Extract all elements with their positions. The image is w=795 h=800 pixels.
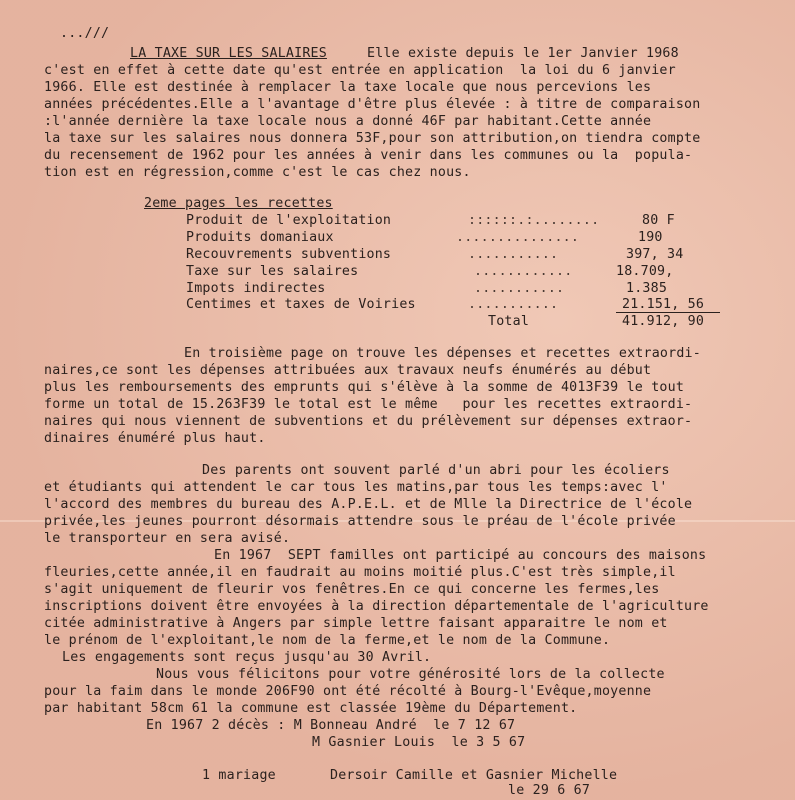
total-amount: 41.912, 90: [622, 314, 705, 329]
paragraph2-line: En troisième page on trouve les dépenses et recettes extraordi-: [184, 346, 701, 361]
paragraph2-line: dinaires énuméré plus haut.: [44, 431, 266, 446]
section-title: LA TAXE SUR LES SALAIRES: [130, 46, 327, 61]
recettes-row: [186, 213, 726, 229]
mariage-date: le 29 6 67: [508, 783, 591, 798]
deces-line: En 1967 2 décès : M Bonneau André le 7 12 67: [146, 718, 516, 733]
recettes-label: Impots indirectes: [186, 281, 326, 296]
paragraph3-line: l'accord des membres du bureau des A.P.E.L. et de Mlle la Directrice de l'école: [44, 497, 693, 512]
recettes-row: [186, 247, 726, 263]
paragraph4-line: Les engagements sont reçus jusqu'au 30 Avril.: [62, 650, 432, 665]
paragraph2-line: plus les remboursements des emprunts qui s'élève à la somme de 4013F39 le tout: [44, 380, 685, 395]
paragraph2-line: naires qui nous viennent de subventions et du prélèvement sur dépenses extraor-: [44, 414, 693, 429]
paragraph1-line: du recensement de 1962 pour les années à venir dans les communes ou la popula-: [44, 148, 693, 163]
paragraph5-line: par habitant 58cm 61 la commune est classée 19ème du Département.: [44, 701, 578, 716]
recettes-dots: ...............: [456, 230, 580, 245]
recettes-dots: ::::::.:........: [468, 213, 600, 228]
recettes-row: [186, 264, 726, 280]
total-label: Total: [488, 314, 530, 329]
paragraph1-line: années précédentes.Elle a l'avantage d'être plus élevée : à titre de comparaison: [44, 97, 701, 112]
paragraph4-line: s'agit uniquement de fleurir vos fenêtres.En ce qui concerne les fermes,les: [44, 582, 660, 597]
mariage-label: 1 mariage: [202, 768, 276, 783]
paragraph5-line: pour la faim dans le monde 206F90 ont été récolté à Bourg-l'Evêque,moyenne: [44, 684, 652, 699]
paragraph5-line: Nous vous félicitons pour votre générosité lors de la collecte: [156, 667, 665, 682]
recettes-dots: ............: [474, 264, 573, 279]
paragraph1-line: :l'année dernière la taxe locale nous a donné 46F par habitant.Cette année: [44, 114, 652, 129]
mariage-names: Dersoir Camille et Gasnier Michelle: [330, 768, 618, 783]
paragraph4-line: citée administrative à Angers par simple lettre faisant apparaitre le nom et: [44, 616, 668, 631]
paragraph1-line: 1966. Elle est destinée à remplacer la taxe locale que nous percevions les: [44, 80, 652, 95]
paragraph3-line: le transporteur en sera avisé.: [44, 531, 291, 546]
paragraph1-line: c'est en effet à cette date qu'est entrée en application la loi du 6 janvier: [44, 63, 676, 78]
paragraph1-line: Elle existe depuis le 1er Janvier 1968: [367, 46, 679, 61]
recettes-amount: 397, 34: [626, 247, 684, 262]
recettes-label: Taxe sur les salaires: [186, 264, 359, 279]
recettes-amount: 21.151, 56: [622, 297, 705, 312]
recettes-label: Centimes et taxes de Voiries: [186, 297, 416, 312]
paragraph3-line: et étudiants qui attendent le car tous les matins,par tous les temps:avec l': [44, 480, 668, 495]
paragraph2-line: naires,ce sont les dépenses attribuées aux travaux neufs énumérés au début: [44, 363, 652, 378]
recettes-amount: 1.385: [626, 281, 668, 296]
recettes-label: Produits domaniaux: [186, 230, 334, 245]
recettes-heading: 2eme pages les recettes: [144, 196, 333, 211]
paragraph4-line: fleuries,cette année,il en faudrait au moins moitié plus.C'est très simple,il: [44, 565, 676, 580]
paragraph2-line: forme un total de 15.263F39 le total est le même pour les recettes extraordi-: [44, 397, 693, 412]
recettes-row: [186, 230, 726, 246]
paragraph4-line: inscriptions doivent être envoyées à la direction départementale de l'agriculture: [44, 599, 709, 614]
continuation-marker: ...///: [60, 26, 110, 41]
recettes-row: [186, 297, 726, 313]
paragraph1-line: la taxe sur les salaires nous donnera 53F,pour son attribution,on tiendra compte: [44, 131, 701, 146]
recettes-amount: 190: [638, 230, 663, 245]
paragraph3-line: Des parents ont souvent parlé d'un abri pour les écoliers: [202, 463, 670, 478]
paragraph4-line: le prénom de l'exploitant,le nom de la ferme,et le nom de la Commune.: [44, 633, 611, 648]
recettes-label: Produit de l'exploitation: [186, 213, 392, 228]
paragraph3-line: privée,les jeunes pourront désormais attendre sous le préau de l'école privée: [44, 514, 676, 529]
total-rule: [616, 312, 720, 313]
deces-line: M Gasnier Louis le 3 5 67: [312, 735, 526, 750]
paragraph1-line: tion est en régression,comme c'est le cas chez nous.: [44, 165, 471, 180]
recettes-dots: ...........: [468, 247, 559, 262]
recettes-amount: 80 F: [642, 213, 675, 228]
recettes-dots: ...........: [468, 297, 559, 312]
recettes-amount: 18.709,: [616, 264, 674, 279]
recettes-row: [186, 281, 726, 297]
paragraph4-line: En 1967 SEPT familles ont participé au concours des maisons: [214, 548, 707, 563]
recettes-dots: ...........: [474, 281, 565, 296]
recettes-label: Recouvrements subventions: [186, 247, 392, 262]
